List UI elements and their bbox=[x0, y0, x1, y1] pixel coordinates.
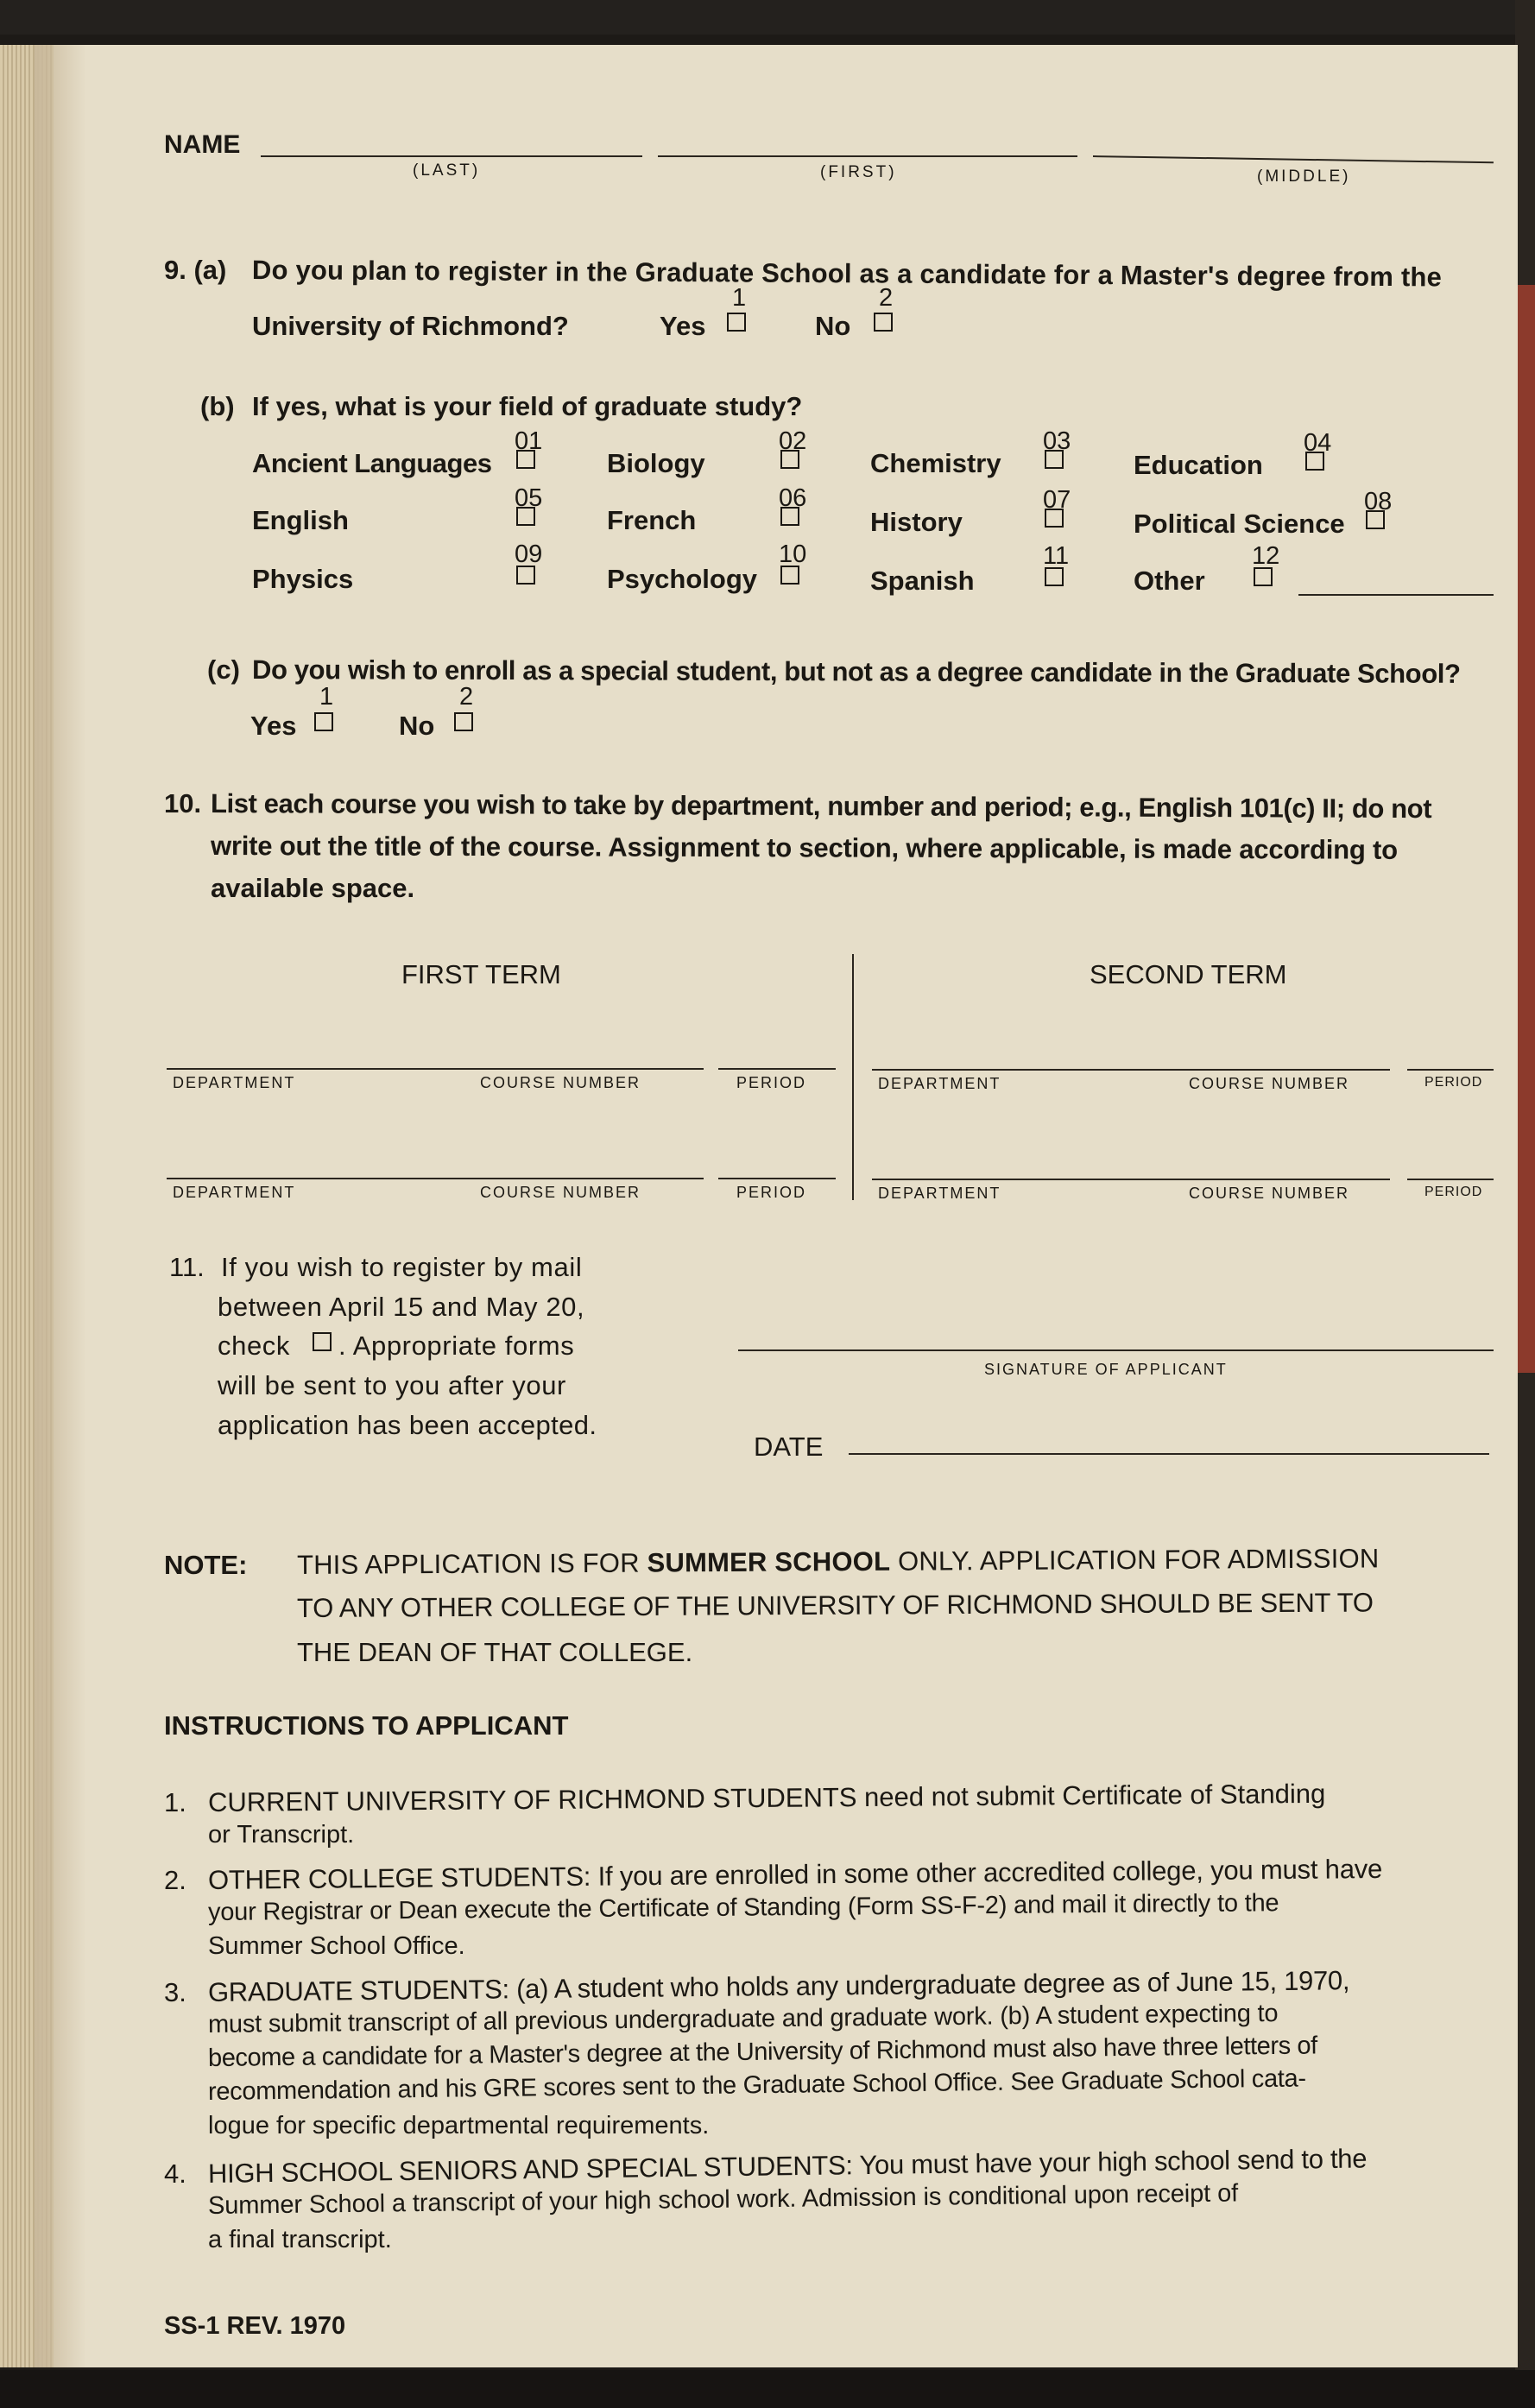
q9c-no-label: No bbox=[399, 711, 435, 741]
field-code-chemistry: 03 bbox=[1043, 427, 1071, 455]
first-term-row2-dept-line[interactable] bbox=[167, 1178, 704, 1179]
q9a-question-line1: Do you plan to register in the Graduate School as a candidate for a Master's degree from the bbox=[251, 255, 1443, 293]
first-term-row2-period-caption: PERIOD bbox=[736, 1184, 807, 1201]
instruction-2-number: 2. bbox=[164, 1865, 186, 1895]
instructions-heading: INSTRUCTIONS TO APPLICANT bbox=[164, 1710, 569, 1741]
field-code-ancient-languages: 01 bbox=[515, 427, 543, 455]
q9a-question-line2: University of Richmond? bbox=[252, 311, 569, 341]
field-history-label: History bbox=[870, 507, 963, 537]
second-term-row1-dept-caption: DEPARTMENT bbox=[878, 1075, 1001, 1092]
first-caption: (FIRST) bbox=[820, 163, 897, 181]
q10-line2: write out the title of the course. Assignment to section, where applicable, is made according to bbox=[210, 831, 1398, 865]
q11-mail-checkbox[interactable] bbox=[313, 1332, 332, 1351]
q9a-code-yes: 1 bbox=[732, 284, 747, 312]
field-physics-checkbox[interactable] bbox=[516, 566, 535, 585]
field-code-education: 04 bbox=[1304, 429, 1332, 457]
second-term-row1-course-caption: COURSE NUMBER bbox=[1189, 1075, 1350, 1092]
first-term-heading: FIRST TERM bbox=[401, 959, 561, 989]
field-code-spanish: 11 bbox=[1043, 542, 1070, 570]
field-ancient-languages-checkbox[interactable] bbox=[516, 450, 535, 469]
instruction-1-line1: CURRENT UNIVERSITY OF RICHMOND STUDENTS need not submit Certificate of Standing bbox=[207, 1778, 1326, 1817]
q9c-no-checkbox[interactable] bbox=[454, 712, 473, 731]
instruction-3-line1: GRADUATE STUDENTS: (a) A student who holds any undergraduate degree as of June 15, 1970, bbox=[207, 1965, 1350, 2007]
form-id: SS-1 REV. 1970 bbox=[164, 2312, 346, 2340]
q11-line5: application has been accepted. bbox=[218, 1410, 597, 1440]
q11-line3-check: check bbox=[218, 1330, 290, 1361]
instruction-4-line1: HIGH SCHOOL SENIORS AND SPECIAL STUDENTS: You must have your high school send to the bbox=[207, 2143, 1368, 2189]
q9c-yes-checkbox[interactable] bbox=[314, 712, 333, 731]
field-code-biology: 02 bbox=[779, 427, 807, 455]
field-code-political-science: 08 bbox=[1364, 488, 1393, 515]
field-code-physics: 09 bbox=[515, 540, 543, 568]
field-chemistry-label: Chemistry bbox=[870, 448, 1001, 478]
field-code-history: 07 bbox=[1043, 486, 1071, 514]
field-other-checkbox[interactable] bbox=[1254, 567, 1273, 586]
field-history-checkbox[interactable] bbox=[1045, 509, 1064, 528]
instruction-2-line3: Summer School Office. bbox=[208, 1932, 465, 1960]
field-biology-checkbox[interactable] bbox=[780, 450, 799, 469]
second-term-row2-dept-line[interactable] bbox=[872, 1179, 1390, 1180]
field-psychology-label: Psychology bbox=[607, 564, 757, 594]
instruction-3-line2: must submit transcript of all previous undergraduate and graduate work. (b) A student expecting to bbox=[207, 2000, 1279, 2038]
first-term-row2-period-line[interactable] bbox=[718, 1178, 836, 1179]
q9a-no-label: No bbox=[815, 311, 851, 341]
field-code-english: 05 bbox=[515, 484, 543, 512]
note-line3: THE DEAN OF THAT COLLEGE. bbox=[297, 1637, 693, 1667]
field-political-science-label: Political Science bbox=[1134, 509, 1345, 539]
field-chemistry-checkbox[interactable] bbox=[1045, 450, 1064, 469]
note-line1-a: THIS APPLICATION IS FOR bbox=[296, 1547, 640, 1580]
first-term-row1-period-line[interactable] bbox=[718, 1068, 836, 1070]
first-term-row1-dept-line[interactable] bbox=[167, 1068, 704, 1070]
field-ancient-languages-label: Ancient Languages bbox=[252, 448, 492, 478]
instruction-3-number: 3. bbox=[164, 1977, 186, 2007]
date-line[interactable] bbox=[849, 1453, 1489, 1455]
field-education-label: Education bbox=[1134, 450, 1263, 480]
q9a-yes-checkbox[interactable] bbox=[727, 313, 746, 332]
q9c-yes-label: Yes bbox=[250, 711, 297, 741]
second-term-row2-dept-caption: DEPARTMENT bbox=[878, 1185, 1001, 1202]
instruction-2-line1: OTHER COLLEGE STUDENTS: If you are enrolled in some other accredited college, you must have bbox=[207, 1853, 1383, 1895]
background-bottom bbox=[0, 2370, 1535, 2408]
q10-line3: available space. bbox=[211, 873, 415, 903]
note-label: NOTE: bbox=[164, 1550, 248, 1580]
note-line1-c: ONLY. APPLICATION FOR ADMISSION bbox=[897, 1543, 1380, 1577]
q9c-code-yes: 1 bbox=[319, 683, 334, 711]
first-name-line[interactable] bbox=[658, 155, 1077, 157]
q9a-code-no: 2 bbox=[879, 284, 894, 312]
first-term-row1-dept-caption: DEPARTMENT bbox=[173, 1074, 296, 1091]
first-term-row1-period-caption: PERIOD bbox=[736, 1074, 807, 1091]
instruction-4-line3: a final transcript. bbox=[208, 2226, 392, 2253]
field-french-label: French bbox=[607, 505, 697, 535]
q9a-no-checkbox[interactable] bbox=[874, 313, 893, 332]
field-code-other: 12 bbox=[1252, 542, 1280, 570]
instruction-3-line3: become a candidate for a Master's degree at the University of Richmond must also have three letters of bbox=[207, 2032, 1317, 2072]
q9a-number: 9. (a) bbox=[164, 255, 227, 285]
field-education-checkbox[interactable] bbox=[1305, 452, 1324, 471]
instruction-3-line5: logue for specific departmental requirements. bbox=[208, 2112, 710, 2139]
q9a-yes-label: Yes bbox=[660, 311, 706, 341]
q9b-question: If yes, what is your field of graduate study? bbox=[252, 391, 803, 421]
second-term-heading: SECOND TERM bbox=[1090, 959, 1287, 989]
field-spanish-label: Spanish bbox=[870, 566, 975, 596]
field-political-science-checkbox[interactable] bbox=[1366, 510, 1385, 529]
date-label: DATE bbox=[754, 1432, 824, 1462]
field-english-label: English bbox=[252, 505, 349, 535]
q11-number: 11. bbox=[169, 1252, 205, 1282]
field-spanish-checkbox[interactable] bbox=[1045, 567, 1064, 586]
signature-caption: SIGNATURE OF APPLICANT bbox=[984, 1361, 1228, 1378]
first-term-row2-dept-caption: DEPARTMENT bbox=[173, 1184, 296, 1201]
note-line2: TO ANY OTHER COLLEGE OF THE UNIVERSITY OF RICHMOND SHOULD BE SENT TO bbox=[296, 1587, 1374, 1623]
q11-line1: If you wish to register by mail bbox=[221, 1252, 583, 1282]
second-term-row2-period-caption: PERIOD bbox=[1424, 1185, 1483, 1199]
background-top bbox=[0, 0, 1535, 35]
second-term-row1-period-caption: PERIOD bbox=[1424, 1075, 1483, 1090]
instruction-1-number: 1. bbox=[164, 1787, 186, 1817]
field-english-checkbox[interactable] bbox=[516, 507, 535, 526]
q10-line1: List each course you wish to take by department, number and period; e.g., English 101(c) II; do not bbox=[210, 788, 1432, 825]
last-name-line[interactable] bbox=[261, 155, 642, 157]
q11-line3-rest: . Appropriate forms bbox=[338, 1330, 575, 1361]
field-other-specify-line[interactable] bbox=[1298, 594, 1494, 596]
q9c-label: (c) bbox=[207, 654, 240, 685]
q9c-code-no: 2 bbox=[459, 683, 474, 711]
first-term-row1-course-caption: COURSE NUMBER bbox=[480, 1074, 641, 1091]
note-summer-school: SUMMER SCHOOL bbox=[647, 1545, 891, 1578]
q9b-label: (b) bbox=[200, 391, 235, 421]
note-line1 bbox=[297, 1545, 1380, 1578]
second-term-row2-period-line[interactable] bbox=[1407, 1179, 1494, 1180]
term-divider bbox=[852, 954, 854, 1200]
q11-line2: between April 15 and May 20, bbox=[218, 1292, 585, 1322]
instruction-3-line4: recommendation and his GRE scores sent to the Graduate School Office. See Graduate School cata- bbox=[207, 2064, 1306, 2106]
field-code-french: 06 bbox=[779, 484, 807, 512]
last-caption: (LAST) bbox=[413, 161, 481, 180]
second-term-row1-period-line[interactable] bbox=[1407, 1069, 1494, 1071]
instruction-4-line2: Summer School a transcript of your high school work. Admission is conditional upon receipt of bbox=[207, 2179, 1239, 2220]
q11-line4: will be sent to you after your bbox=[218, 1370, 566, 1400]
instruction-2-line2: your Registrar or Dean execute the Certificate of Standing (Form SS-F-2) and mail it directly to the bbox=[207, 1889, 1279, 1926]
q9c-question: Do you wish to enroll as a special student, but not as a degree candidate in the Graduate School? bbox=[251, 654, 1461, 689]
second-term-row1-dept-line[interactable] bbox=[872, 1069, 1390, 1071]
instruction-1-line2: or Transcript. bbox=[208, 1821, 355, 1849]
field-biology-label: Biology bbox=[607, 448, 705, 478]
field-code-psychology: 10 bbox=[779, 540, 807, 568]
middle-caption: (MIDDLE) bbox=[1257, 167, 1351, 186]
name-label: NAME bbox=[164, 130, 241, 159]
first-term-row2-course-caption: COURSE NUMBER bbox=[480, 1184, 641, 1201]
field-psychology-checkbox[interactable] bbox=[780, 566, 799, 585]
instruction-4-number: 4. bbox=[164, 2158, 186, 2189]
field-french-checkbox[interactable] bbox=[780, 507, 799, 526]
paper-shadow bbox=[35, 45, 86, 2367]
field-physics-label: Physics bbox=[252, 564, 354, 594]
field-other-label: Other bbox=[1134, 566, 1205, 596]
second-term-row2-course-caption: COURSE NUMBER bbox=[1189, 1185, 1350, 1202]
q10-number: 10. bbox=[164, 788, 202, 818]
signature-line[interactable] bbox=[738, 1349, 1494, 1351]
